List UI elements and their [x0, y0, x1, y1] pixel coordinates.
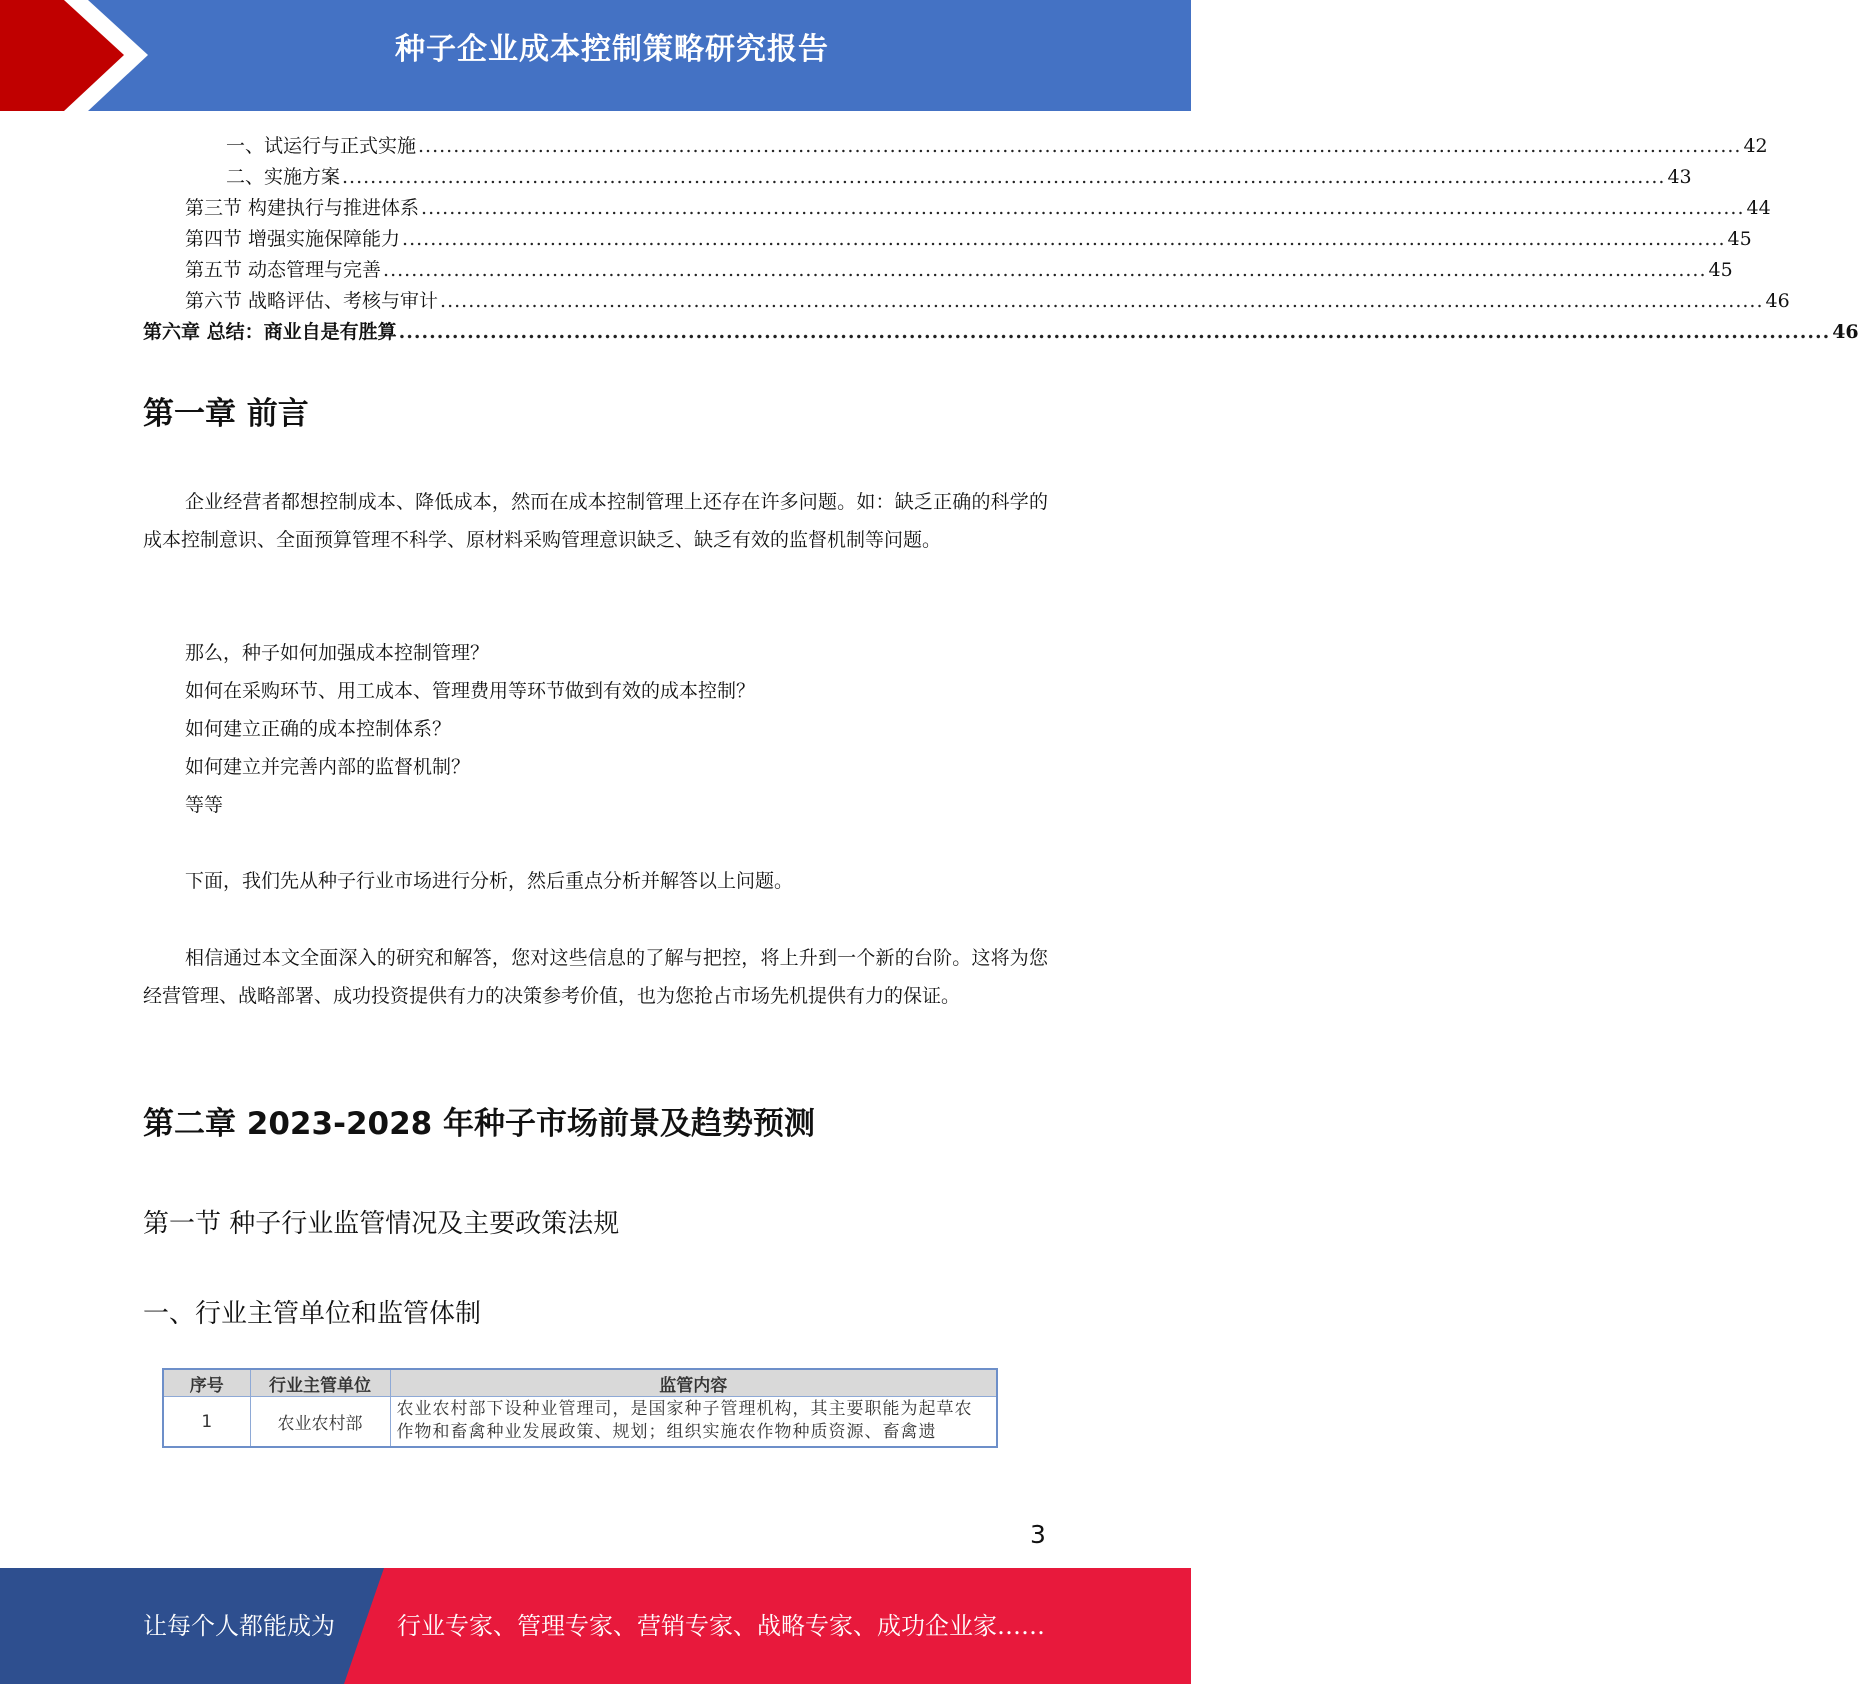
- toc-entry-title: 第四节 增强实施保障能力: [185, 228, 401, 250]
- table-cell: 农业农村部下设种业管理司，是国家种子管理机构，其主要职能为起草农作物和畜禽种业发展政策、规划；组织实施农作物种质资源、畜禽遗: [390, 1397, 997, 1448]
- table-row: [163, 1397, 997, 1448]
- table-header-cell: 序号: [163, 1369, 250, 1397]
- toc-entry-page: 46: [1832, 321, 1859, 343]
- toc-leader-dots: ............................................................................................................................................................................................: [440, 290, 1764, 312]
- toc-entry-page: 43: [1667, 166, 1692, 188]
- table-cell: 农业农村部: [250, 1397, 390, 1448]
- question-line: 那么，种子如何加强成本控制管理？: [185, 642, 490, 664]
- table-header-cell: 行业主管单位: [250, 1369, 390, 1397]
- toc-entry-title: 二、实施方案: [226, 166, 341, 188]
- toc-entry[interactable]: [185, 221, 1752, 252]
- toc-entry-page: 45: [1708, 259, 1733, 281]
- toc-leader-dots: ............................................................................................................................................................................................: [342, 166, 1666, 188]
- toc-entry[interactable]: [185, 252, 1733, 283]
- page-footer: [0, 1568, 1191, 1684]
- toc-leader-dots: ............................................................................................................................................................................................: [421, 197, 1745, 219]
- question-line: 如何在采购环节、用工成本、管理费用等环节做到有效的成本控制？: [185, 680, 756, 702]
- table-header-cell: 监管内容: [390, 1369, 997, 1397]
- toc-leader-dots: ............................................................................................................................................................................................: [402, 228, 1726, 250]
- toc-entry-page: 45: [1727, 228, 1752, 250]
- toc-entry-title: 第三节 构建执行与推进体系: [185, 197, 420, 219]
- toc-entry-page: 42: [1743, 135, 1768, 157]
- toc-entry[interactable]: [143, 314, 1859, 345]
- question-line: 如何建立并完善内部的监督机制？: [185, 756, 471, 778]
- subsection-heading: 一、行业主管单位和监管体制: [143, 1299, 482, 1329]
- toc-entry-page: 44: [1746, 197, 1771, 219]
- toc-entry-title: 第六节 战略评估、考核与审计: [185, 290, 439, 312]
- question-line: 等等: [185, 794, 224, 816]
- toc-leader-dots: ............................................................................................................................................................................................: [418, 135, 1742, 157]
- toc-entry[interactable]: [185, 190, 1771, 221]
- toc-entry-title: 第五节 动态管理与完善: [185, 259, 382, 281]
- toc-leader-dots: ............................................................................................................................................................................................: [398, 321, 1831, 343]
- chapter-heading: 第二章 2023-2028 年种子市场前景及趋势预测: [143, 1106, 816, 1142]
- toc-entry-title: 一、试运行与正式实施: [226, 135, 417, 157]
- footer-slogan-right: 行业专家、管理专家、营销专家、战略专家、成功企业家……: [397, 1612, 1045, 1640]
- page-number: 3: [1030, 1520, 1046, 1549]
- toc-entry[interactable]: [226, 128, 1768, 159]
- regulator-table: [162, 1368, 998, 1448]
- body-paragraph: 相信通过本文全面深入的研究和解答，您对这些信息的了解与把控，将上升到一个新的台阶。这将为您经营管理、战略部署、成功投资提供有力的决策参考价值，也为您抢占市场先机提供有力的保证。: [143, 947, 1048, 1007]
- body-paragraph: 企业经营者都想控制成本、降低成本，然而在成本控制管理上还存在许多问题。如：缺乏正确的科学的成本控制意识、全面预算管理不科学、原材料采购管理意识缺乏、缺乏有效的监督机制等问题。: [143, 491, 1048, 551]
- question-line: 如何建立正确的成本控制体系？: [185, 718, 452, 740]
- toc-entry-title: 第六章 总结：商业自是有胜算: [143, 321, 397, 343]
- toc-entry[interactable]: [185, 283, 1790, 314]
- footer-slogan-left: 让每个人都能成为: [143, 1612, 335, 1640]
- page-header: [0, 0, 1191, 111]
- toc-entry-page: 46: [1765, 290, 1790, 312]
- report-title: 种子企业成本控制策略研究报告: [395, 32, 829, 67]
- toc-leader-dots: ............................................................................................................................................................................................: [383, 259, 1707, 281]
- body-paragraph: 下面，我们先从种子行业市场进行分析，然后重点分析并解答以上问题。: [185, 870, 794, 892]
- section-heading: 第一节 种子行业监管情况及主要政策法规: [143, 1209, 620, 1239]
- toc-entry[interactable]: [226, 159, 1692, 190]
- chapter-heading: 第一章 前言: [143, 396, 309, 432]
- table-header-row: [163, 1369, 997, 1397]
- table-cell: 1: [163, 1397, 250, 1448]
